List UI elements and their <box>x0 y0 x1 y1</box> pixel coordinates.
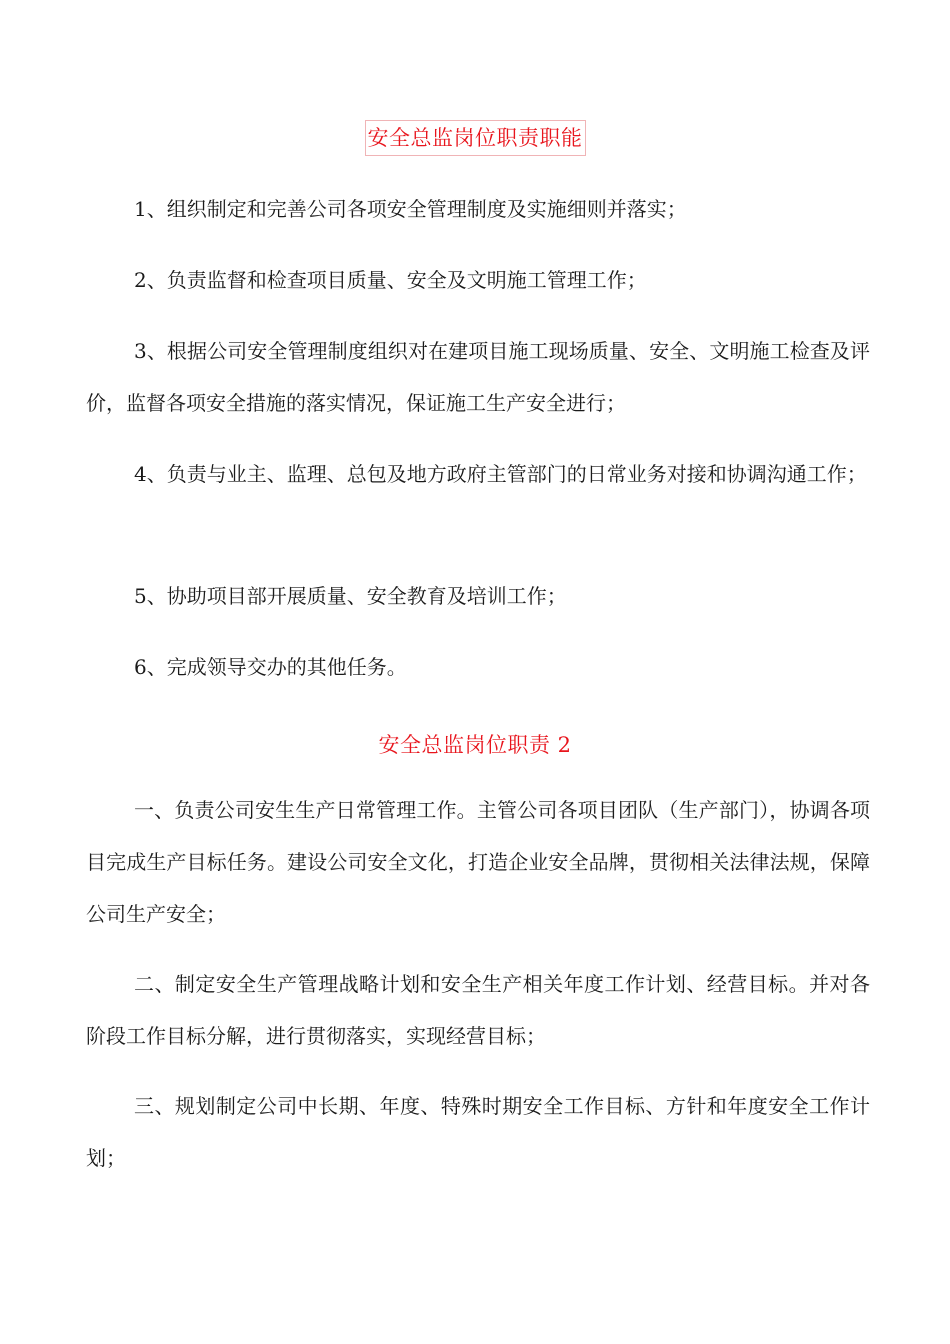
section-1-item-1: 1、组织制定和完善公司各项安全管理制度及实施细则并落实； <box>134 197 687 221</box>
section-1-item-2: 2、负责监督和检查项目质量、安全及文明施工管理工作； <box>134 268 647 292</box>
section-2-title <box>0 729 950 759</box>
section-2-item-1: 一、负责公司安生生产日常管理工作。主管公司各项目团队（生产部门），协调各项目完成生产目标任务。建设公司安全文化，打造企业安全品牌，贯彻相关法律法规，保障公司生产安全； <box>86 798 870 926</box>
section-1-item-3: 3、根据公司安全管理制度组织对在建项目施工现场质量、安全、文明施工检查及评价，监督各项安全措施的落实情况，保证施工生产安全进行； <box>86 339 870 415</box>
section-1-item-6: 6、完成领导交办的其他任务。 <box>134 655 407 679</box>
section-2-item-3: 三、规划制定公司中长期、年度、特殊时期安全工作目标、方针和年度安全工作计划； <box>86 1094 870 1170</box>
section-1-title <box>0 120 950 156</box>
section-1-item-4: 4、负责与业主、监理、总包及地方政府主管部门的日常业务对接和协调沟通工作； <box>134 462 867 486</box>
section-1-title-text: 安全总监岗位职责职能 <box>365 120 586 156</box>
section-2-item-2: 二、制定安全生产管理战略计划和安全生产相关年度工作计划、经营目标。并对各阶段工作目标分解，进行贯彻落实，实现经营目标； <box>86 972 870 1048</box>
section-2-title-text: 安全总监岗位职责 2 <box>378 733 572 757</box>
section-1-item-5: 5、协助项目部开展质量、安全教育及培训工作； <box>134 584 567 608</box>
